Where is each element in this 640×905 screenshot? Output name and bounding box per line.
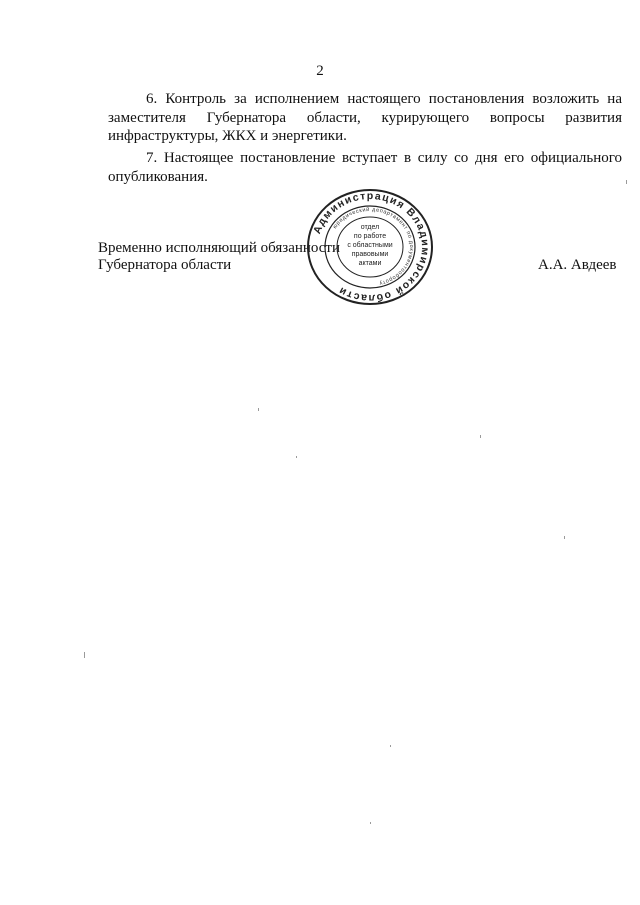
scan-speck (84, 652, 85, 658)
signatory-position-line-1: Временно исполняющий обязанности (98, 240, 341, 256)
scan-speck (564, 536, 565, 539)
page-number: 2 (316, 63, 324, 79)
paragraph-7: 7. Настоящее постановление вступает в силу со дня его официального опубликования. (108, 150, 622, 185)
official-stamp (300, 185, 440, 310)
scan-speck (296, 456, 297, 458)
signatory-position-line-2: Губернатора области (98, 257, 232, 273)
paragraph-6: 6. Контроль за исполнением настоящего постановления возложить на заместителя Губернатора области, курирующего вопросы развития инфраструктуры, ЖКХ и энергетики. (108, 91, 622, 144)
stamp-outer-text: Администрация Владимирской области (311, 189, 432, 305)
stamp-center-line-2: по работе (353, 233, 387, 240)
stamp-center-line-4: правовыми (351, 251, 389, 258)
scan-speck (390, 745, 391, 747)
scan-speck (258, 408, 259, 411)
stamp-inner-text: юридический департамент по документообороту (332, 206, 415, 287)
scan-speck (370, 822, 371, 824)
scan-speck (626, 180, 627, 184)
stamp-center-line-3: с областными (347, 242, 393, 249)
scan-speck (480, 435, 481, 438)
stamp-center-line-5: актами (358, 260, 382, 267)
signer-name: А.А. Авдеев (538, 257, 617, 273)
stamp-center-line-1: отдел (360, 224, 380, 231)
